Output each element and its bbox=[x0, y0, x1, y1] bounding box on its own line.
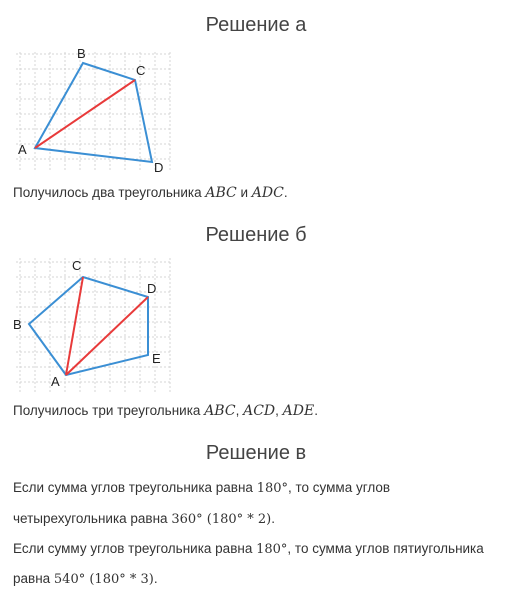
label-d: D bbox=[154, 160, 164, 175]
heading-solution-c: Решение в bbox=[205, 442, 307, 464]
label-c: C bbox=[72, 258, 82, 273]
caption-a: Получилось два треугольника ABC и ADC. bbox=[13, 185, 288, 201]
paragraph-line-2: четырехугольника равна 360° (180° * 2). bbox=[13, 511, 276, 527]
caption-b: Получилось три треугольника ABC, ACD, ADE. bbox=[13, 403, 318, 419]
paragraph-line-4: равна 540° (180° * 3). bbox=[13, 571, 158, 587]
label-a: A bbox=[18, 142, 27, 157]
grid-a bbox=[16, 52, 171, 170]
figure-b-pentagon bbox=[13, 254, 173, 392]
label-a: A bbox=[51, 374, 60, 389]
heading-solution-b: Решение б bbox=[205, 224, 307, 246]
figure-a-quadrilateral bbox=[13, 44, 173, 176]
paragraph-line-1: Если сумма углов треугольника равна 180°, то сумма углов bbox=[13, 480, 391, 496]
quadrilateral-abcd bbox=[35, 63, 152, 162]
paragraph-line-3: Если сумму углов треугольника равна 180°, то сумма углов пятиугольника bbox=[13, 541, 484, 557]
label-b: B bbox=[77, 46, 86, 61]
heading-solution-a: Решение а bbox=[205, 14, 307, 36]
label-e: E bbox=[152, 351, 161, 366]
label-b: B bbox=[13, 317, 22, 332]
label-c: C bbox=[136, 63, 146, 78]
label-d: D bbox=[147, 281, 157, 296]
